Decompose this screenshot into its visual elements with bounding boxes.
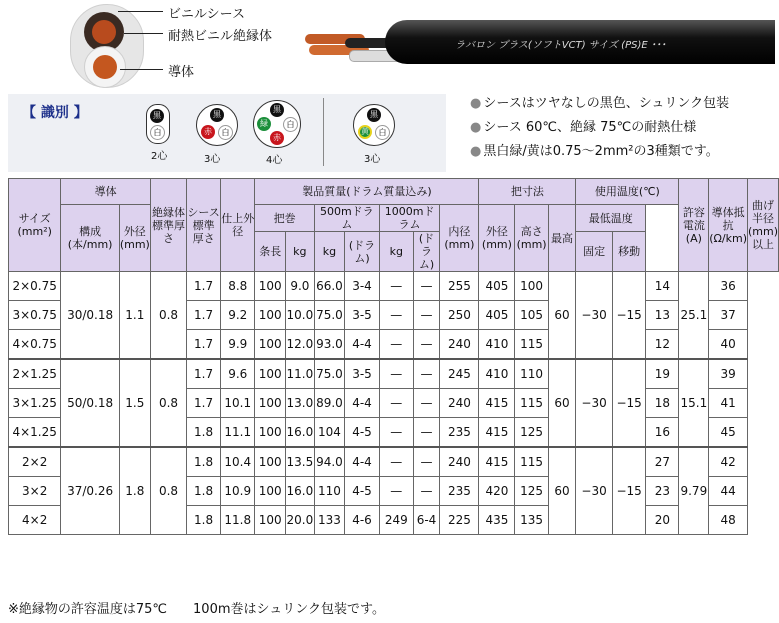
table-cell: 36 — [709, 272, 748, 301]
table-cell: — — [413, 418, 440, 448]
table-cell: 40 — [709, 330, 748, 360]
table-cell: 1.7 — [187, 272, 221, 301]
table-cell: 13 — [646, 301, 679, 330]
table-cell: 100 — [255, 477, 286, 506]
label-insulation: 耐熱ビニル絶縁体 — [168, 29, 273, 44]
table-cell: 10.1 — [221, 389, 255, 418]
table-cell: 4-5 — [345, 477, 380, 506]
th-inner: 内径 (mm) — [440, 205, 479, 272]
table-cell: — — [413, 477, 440, 506]
table-cell: 37/0.26 — [61, 447, 119, 535]
table-cell: — — [413, 389, 440, 418]
table-cell: 16 — [646, 418, 679, 448]
table-row — [9, 359, 779, 389]
th-drum-1000: 1000mドラム — [379, 205, 439, 232]
table-cell: 4-5 — [345, 418, 380, 448]
table-cell: 133 — [314, 506, 344, 535]
table-cell: 100 — [255, 330, 286, 360]
table-cell: 6-4 — [413, 506, 440, 535]
divider — [323, 98, 324, 166]
caption-3-core-gy: 3心 — [364, 154, 381, 165]
th-drum: (ドラム) — [413, 232, 440, 272]
table-cell: −15 — [612, 359, 645, 447]
cable-print: ラバロン プラス(ソフトVCT) サイズ (PS)E ･･･ — [455, 40, 666, 51]
table-cell: 1.7 — [187, 359, 221, 389]
table-cell: — — [413, 359, 440, 389]
table-cell: 250 — [440, 301, 479, 330]
th-size: サイズ (mm²) — [9, 179, 61, 272]
table-cell: — — [413, 301, 440, 330]
table-cell: 410 — [479, 330, 515, 360]
table-cell: 405 — [479, 272, 515, 301]
th-kg: kg — [379, 232, 413, 272]
table-cell: 3×1.25 — [9, 389, 61, 418]
table-cell: 75.0 — [314, 359, 344, 389]
table-cell: 10.0 — [285, 301, 314, 330]
four-core-icon: 黒 緑 白 赤 — [253, 100, 301, 148]
table-cell: 125 — [515, 477, 548, 506]
table-cell: 115 — [515, 330, 548, 360]
table-cell: — — [379, 477, 413, 506]
table-cell: 2×2 — [9, 447, 61, 477]
table-cell: — — [413, 272, 440, 301]
table-cell: 20.0 — [285, 506, 314, 535]
table-cell: 245 — [440, 359, 479, 389]
table-cell: −30 — [576, 272, 613, 360]
th-moving: 移動 — [612, 232, 645, 272]
table-cell: 240 — [440, 330, 479, 360]
table-cell: 23 — [646, 477, 679, 506]
leader-line — [120, 69, 163, 70]
table-cell: −30 — [576, 447, 613, 535]
table-cell: 0.8 — [150, 447, 186, 535]
table-cell: 75.0 — [314, 301, 344, 330]
table-cell: 25.1 — [679, 272, 709, 360]
feature-notes — [470, 92, 729, 164]
th-conductor: 導体 — [61, 179, 150, 205]
th-current: 許容電流 (A) — [679, 179, 709, 272]
table-cell: 100 — [255, 389, 286, 418]
table-cell: 12.0 — [285, 330, 314, 360]
table-cell: — — [379, 272, 413, 301]
table-cell: 1.1 — [119, 272, 150, 360]
table-cell: 12 — [646, 330, 679, 360]
th-finish: 仕上外径 — [221, 179, 255, 272]
table-cell: 37 — [709, 301, 748, 330]
table-cell: 100 — [515, 272, 548, 301]
table-cell: 11.8 — [221, 506, 255, 535]
three-core-icon: 黒 赤 白 — [196, 104, 238, 146]
table-cell: −30 — [576, 359, 613, 447]
table-cell: 415 — [479, 418, 515, 448]
table-cell: 1.8 — [187, 447, 221, 477]
note-item: ● シース 60℃、絶縁 75℃の耐熱仕様 — [470, 116, 729, 140]
th-mass: 製品質量(ドラム質量込み) — [255, 179, 479, 205]
th-max: 最高 — [548, 205, 575, 272]
table-cell: — — [379, 359, 413, 389]
cable-photo — [305, 12, 775, 72]
table-cell: 16.0 — [285, 477, 314, 506]
footer-note: ※絶縁物の許容温度は75℃ 100m巻はシュリンク包装です。 — [8, 602, 385, 617]
table-cell: 41 — [709, 389, 748, 418]
table-cell: 16.0 — [285, 418, 314, 448]
th-outer: 外径 (mm) — [479, 205, 515, 272]
th-roll: 把巻 — [255, 205, 314, 232]
table-cell: — — [379, 418, 413, 448]
identification-panel — [8, 94, 446, 172]
th-od: 外径 (mm) — [119, 205, 150, 272]
table-cell: 0.8 — [150, 359, 186, 447]
th-kg: kg — [314, 232, 344, 272]
table-cell: — — [379, 389, 413, 418]
table-cell: 8.8 — [221, 272, 255, 301]
table-cell: 30/0.18 — [61, 272, 119, 360]
table-cell: 14 — [646, 272, 679, 301]
spec-table — [8, 178, 779, 535]
table-cell: 420 — [479, 477, 515, 506]
table-cell: 45 — [709, 418, 748, 448]
table-cell: 44 — [709, 477, 748, 506]
table-row — [9, 447, 779, 477]
table-cell: 39 — [709, 359, 748, 389]
table-cell: 10.9 — [221, 477, 255, 506]
table-cell: 15.1 — [679, 359, 709, 447]
table-cell: 415 — [479, 389, 515, 418]
th-bend: 曲げ半径 (mm)以上 — [747, 179, 778, 272]
caption-3-core: 3心 — [204, 154, 221, 165]
table-cell: 3×0.75 — [9, 301, 61, 330]
table-cell: 9.2 — [221, 301, 255, 330]
table-cell: 0.8 — [150, 272, 186, 360]
table-cell: 4×0.75 — [9, 330, 61, 360]
table-cell: 13.0 — [285, 389, 314, 418]
table-cell: 66.0 — [314, 272, 344, 301]
table-cell: 10.4 — [221, 447, 255, 477]
table-cell: 27 — [646, 447, 679, 477]
table-cell: 11.1 — [221, 418, 255, 448]
table-cell: 110 — [314, 477, 344, 506]
table-cell: −15 — [612, 447, 645, 535]
table-cell: 20 — [646, 506, 679, 535]
identification-title: 【 識別 】 — [22, 105, 88, 121]
table-cell: 11.0 — [285, 359, 314, 389]
table-cell: 9.9 — [221, 330, 255, 360]
table-cell: 3×2 — [9, 477, 61, 506]
table-cell: 115 — [515, 389, 548, 418]
table-cell: 405 — [479, 301, 515, 330]
table-cell: 1.5 — [119, 359, 150, 447]
table-cell: 110 — [515, 359, 548, 389]
table-cell: 115 — [515, 447, 548, 477]
table-cell: 94.0 — [314, 447, 344, 477]
table-cell: 4-4 — [345, 447, 380, 477]
table-cell: 9.79 — [679, 447, 709, 535]
table-cell: 135 — [515, 506, 548, 535]
table-cell: 9.6 — [221, 359, 255, 389]
table-cell: 255 — [440, 272, 479, 301]
label-sheath: ビニルシース — [168, 7, 246, 22]
th-kg: kg — [285, 232, 314, 272]
table-cell: 240 — [440, 447, 479, 477]
leader-line — [118, 11, 163, 12]
table-cell: 48 — [709, 506, 748, 535]
table-cell: 3-5 — [345, 359, 380, 389]
table-row — [9, 272, 779, 301]
table-cell: 4-6 — [345, 506, 380, 535]
th-drum: (ドラム) — [345, 232, 380, 272]
th-length: 条長 — [255, 232, 286, 272]
label-conductor: 導体 — [168, 65, 195, 80]
table-cell: 100 — [255, 506, 286, 535]
table-cell: 19 — [646, 359, 679, 389]
caption-2-core: 2心 — [151, 151, 168, 162]
table-cell: 4-4 — [345, 389, 380, 418]
table-cell: 93.0 — [314, 330, 344, 360]
table-cell: −15 — [612, 272, 645, 360]
table-cell: 105 — [515, 301, 548, 330]
th-min-temp: 最低温度 — [576, 205, 646, 232]
note-item: ● シースはツヤなしの黒色、シュリンク包装 — [470, 92, 729, 116]
table-cell: 3-5 — [345, 301, 380, 330]
table-cell: 235 — [440, 477, 479, 506]
th-drum-500: 500mドラム — [314, 205, 379, 232]
table-cell: 2×1.25 — [9, 359, 61, 389]
table-cell: 50/0.18 — [61, 359, 119, 447]
th-temperature: 使用温度(℃) — [576, 179, 679, 205]
th-height: 高さ (mm) — [515, 205, 548, 272]
note-item: ● 黒白緑/黄は0.75〜2mm²の3種類です。 — [470, 140, 729, 164]
table-cell: 1.8 — [119, 447, 150, 535]
th-dimensions: 把寸法 — [479, 179, 576, 205]
table-cell: — — [379, 447, 413, 477]
table-cell: 125 — [515, 418, 548, 448]
table-cell: 100 — [255, 418, 286, 448]
table-cell: 18 — [646, 389, 679, 418]
table-cell: 1.8 — [187, 506, 221, 535]
table-cell: 249 — [379, 506, 413, 535]
table-cell: 4×2 — [9, 506, 61, 535]
table-cell: 100 — [255, 359, 286, 389]
table-cell: 1.7 — [187, 301, 221, 330]
table-cell: 1.8 — [187, 418, 221, 448]
table-cell: 235 — [440, 418, 479, 448]
table-cell: 435 — [479, 506, 515, 535]
th-sheath: シース標準厚さ — [187, 179, 221, 272]
table-cell: — — [413, 330, 440, 360]
th-composition: 構成 (本/mm) — [61, 205, 119, 272]
table-cell: — — [379, 330, 413, 360]
table-cell: 4×1.25 — [9, 418, 61, 448]
table-cell: 2×0.75 — [9, 272, 61, 301]
table-cell: 42 — [709, 447, 748, 477]
table-cell: 410 — [479, 359, 515, 389]
table-cell: 1.7 — [187, 389, 221, 418]
table-cell: 4-4 — [345, 330, 380, 360]
table-cell: — — [379, 301, 413, 330]
table-cell: 9.0 — [285, 272, 314, 301]
table-cell: 1.8 — [187, 477, 221, 506]
leader-line — [124, 33, 163, 34]
table-cell: 100 — [255, 447, 286, 477]
table-cell: 13.5 — [285, 447, 314, 477]
table-cell: 240 — [440, 389, 479, 418]
th-resistance: 導体抵抗 (Ω/km) — [709, 179, 748, 272]
table-cell: 225 — [440, 506, 479, 535]
caption-4-core: 4心 — [266, 155, 283, 166]
table-cell: 89.0 — [314, 389, 344, 418]
two-core-icon: 黒 白 — [146, 104, 170, 144]
table-cell: 104 — [314, 418, 344, 448]
th-insulation: 絶縁体標準厚さ — [150, 179, 186, 272]
insulated-core-white — [84, 46, 126, 88]
th-fixed: 固定 — [576, 232, 613, 272]
table-cell: 60 — [548, 272, 575, 360]
three-core-green-yellow-icon: 黒 黄 白 — [353, 104, 395, 146]
table-cell: — — [413, 447, 440, 477]
table-cell: 60 — [548, 447, 575, 535]
table-cell: 60 — [548, 359, 575, 447]
table-cell: 1.7 — [187, 330, 221, 360]
table-cell: 100 — [255, 272, 286, 301]
table-cell: 3-4 — [345, 272, 380, 301]
table-cell: 415 — [479, 447, 515, 477]
table-cell: 100 — [255, 301, 286, 330]
